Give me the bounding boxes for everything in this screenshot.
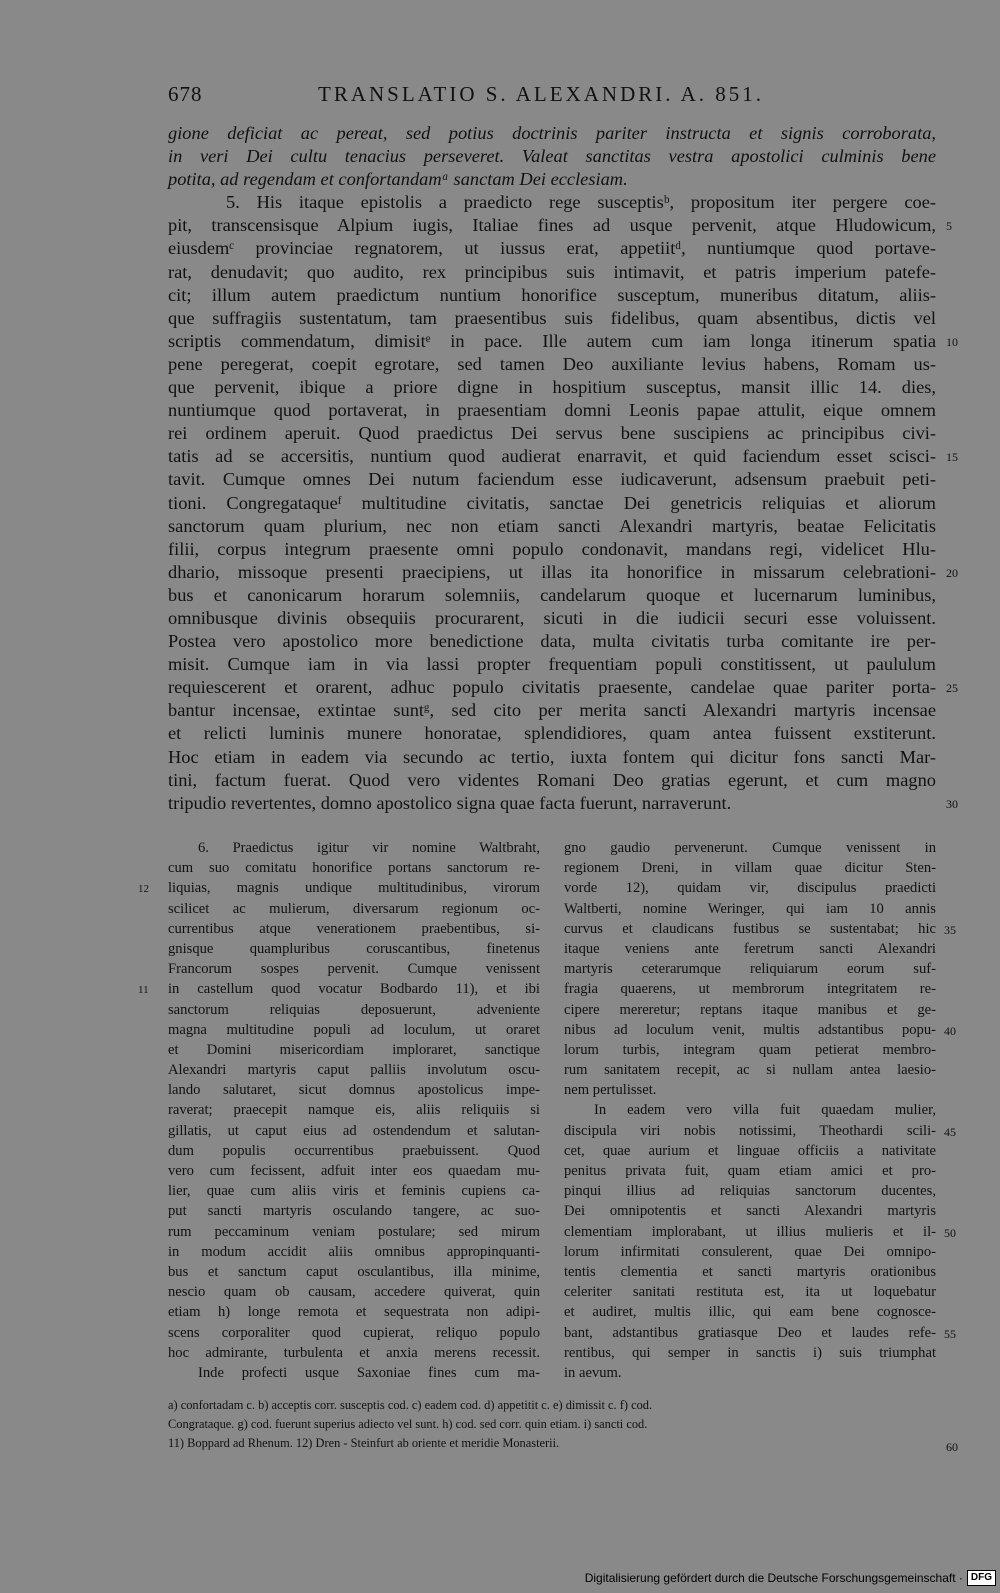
- text-line: [168, 1302, 540, 1322]
- text-line: [564, 1363, 936, 1383]
- text-line: [168, 261, 936, 284]
- text-line: [168, 145, 936, 168]
- line-number: 25: [946, 681, 958, 696]
- text-line: [564, 1282, 936, 1302]
- line-text: martyris ceterarumque reliquiarum eorum suf-: [564, 961, 936, 978]
- text-line: [168, 1363, 540, 1383]
- line-text: Francorum sospes pervenit. Cumque venissent: [168, 961, 540, 978]
- line-text: bus et canonicarum horarum solemniis, candelarum quoque et lucernarum luminibus,: [168, 584, 936, 605]
- line-text: in aevum.: [564, 1364, 622, 1381]
- text-line: [168, 1201, 540, 1221]
- text-line: [168, 1262, 540, 1282]
- text-line: [564, 959, 936, 979]
- text-line: [168, 1161, 540, 1181]
- text-line: [138, 878, 540, 898]
- line-text: pene peregerat, coepit egrotare, sed tamen Deo auxiliante levius habens, Romam us-: [168, 353, 936, 374]
- text-line: [564, 1060, 936, 1080]
- text-line: [168, 1060, 540, 1080]
- footnote-line: Congrataque. g) cod. fuerunt superius adiecto vel sunt. h) cod. sed corr. quin etiam. i) sancti cod.: [168, 1417, 648, 1431]
- line-text: et audiret, multis illic, qui eam bene cognosce-: [564, 1304, 936, 1321]
- text-line: [168, 607, 936, 630]
- line-text: sanctorum quam plurium, nec non etiam sancti Alexandri martyris, beatae Felicitatis: [168, 515, 936, 536]
- text-line: [168, 492, 936, 515]
- line-text: gillatis, ut caput eius ad ostendendum et salutan-: [168, 1122, 540, 1139]
- text-line: [564, 1020, 956, 1040]
- line-text: pit, transcensisque Alpium iugis, Italiae fines ad usque pervenit, atque Hludowicum,: [168, 215, 936, 236]
- text-line: [168, 1100, 540, 1120]
- line-text: tripudio revertentes, domno apostolico signa quae facta fuerunt, narraverunt.: [168, 792, 732, 813]
- text-line: [564, 1242, 936, 1262]
- line-text: dum populis occurrentibus praebuissent. Quod: [168, 1142, 540, 1159]
- text-line: [564, 838, 936, 858]
- text-line: [168, 399, 936, 422]
- line-text: rentibus, qui semper in sanctis i) suis triumphat: [564, 1344, 936, 1361]
- line-text: gnisque quampluribus coruscantibus, finetenus: [168, 940, 540, 957]
- text-line: [168, 746, 936, 769]
- line-number: 45: [944, 1124, 956, 1139]
- line-text: cet, quae aurium et linguae officiis a nativitate: [564, 1142, 936, 1159]
- text-line: [564, 878, 936, 898]
- line-number: 11: [138, 984, 149, 997]
- text-line: [168, 330, 958, 353]
- line-text: cum suo comitatu honorifice portans sanctorum re-: [168, 860, 540, 877]
- text-line: [168, 1242, 540, 1262]
- line-text: scens corporaliter quod cupierat, reliquo populo: [168, 1324, 540, 1341]
- line-text: lando salutaret, sicut domnus apostolicus impe-: [168, 1082, 540, 1099]
- line-text: In eadem vero villa fuit quaedam mulier,: [594, 1102, 936, 1119]
- text-line: [168, 1040, 540, 1060]
- line-text: Hoc etiam in eadem via secundo ac tertio, iuxta fontem qui dicitur fons sancti Mar-: [168, 746, 936, 767]
- line-text: etiam h) longe remota et sequestrata non adipi-: [168, 1304, 540, 1321]
- dfg-logo: DFG: [967, 1570, 996, 1586]
- line-text: gno gaudio pervenerunt. Cumque venissent in: [564, 840, 936, 856]
- line-text: rum peccaminum veniam postulare; sed mirum: [168, 1223, 540, 1240]
- line-text: celeriter sanitati restituta est, ita ut loquebatur: [564, 1284, 936, 1301]
- text-line: [564, 979, 936, 999]
- text-line: [168, 561, 958, 584]
- line-text: Inde profecti usque Saxoniae fines cum ma-: [198, 1364, 540, 1381]
- line-text: potita, ad regendam et confortandamᵃ sanctam Dei ecclesiam.: [168, 169, 628, 190]
- line-text: cipere mereretur; reptans itaque manibus et ge-: [564, 1001, 936, 1018]
- text-line: [168, 584, 936, 607]
- text-line: [564, 919, 956, 939]
- line-text: hoc admirante, turbulenta et anxia merens recessit.: [168, 1344, 540, 1361]
- line-number: 15: [946, 450, 958, 465]
- line-text: pinqui illius ad reliquias sanctorum ducentes,: [564, 1183, 936, 1200]
- line-text: in veri Dei cultu tenacius perseveret. Valeat sanctitas vestra apostolici culminis bene: [168, 146, 936, 167]
- line-text: omnibusque divinis obsequiis procurarent, sicuti in die iudicii securi esse voluissent.: [168, 607, 936, 628]
- text-line: [168, 653, 936, 676]
- line-text: 5. His itaque epistolis a praedicto rege susceptisᵇ, propositum iter pergere coe-: [226, 192, 936, 213]
- line-text: regionem Dreni, in villam quae dicitur Sten-: [564, 860, 936, 877]
- line-text: put sancti martyris osculando tangere, ac suo-: [168, 1203, 540, 1220]
- line-text: rat, denudavit; quo audito, rex principibus suis intimavit, et patris imperium patefe-: [168, 261, 936, 282]
- line-text: bus et sanctum caput osculantibus, illa minime,: [168, 1263, 540, 1280]
- line-text: bantur incensae, extintae suntᵍ, sed cito per merita sancti Alexandri martyris incensae: [168, 700, 936, 721]
- text-line: [168, 1080, 540, 1100]
- text-line: [564, 1323, 956, 1343]
- text-line: [168, 769, 936, 792]
- line-text: nibus ad loculum venit, multis adstantibus popu-: [564, 1021, 936, 1038]
- main-text-block: [168, 122, 958, 815]
- line-text: lorum turbis, integram quam petierat membro-: [564, 1041, 936, 1058]
- line-text: discipula viri nobis notissimi, Theothardi scili-: [564, 1122, 936, 1139]
- line-text: filii, corpus integrum praesente omni populo condonavit, mandans regi, videlicet Hlu-: [168, 538, 936, 559]
- footnote-text: 11) Boppard ad Rhenum. 12) Dren - Steinfurt ab oriente et meridie Monasterii.: [168, 1436, 560, 1450]
- text-line: [564, 1181, 936, 1201]
- text-line: [168, 353, 936, 376]
- line-text: nem pertulisset.: [564, 1082, 657, 1099]
- line-text: tavit. Cumque omnes Dei nutum faciendum esse iudicaverunt, adsensum praebuit peti-: [168, 469, 936, 490]
- text-line: [564, 858, 936, 878]
- text-line: [564, 1141, 936, 1161]
- text-line: [168, 1181, 540, 1201]
- text-line: [168, 445, 958, 468]
- text-line: [564, 1222, 956, 1242]
- line-text: fragia quaerens, ut membrorum integritatem re-: [564, 981, 936, 998]
- text-line: [168, 307, 936, 330]
- text-line: [564, 1080, 936, 1100]
- line-text: nescio quam ob causam, accedere quiverat, quin: [168, 1284, 540, 1301]
- line-text: misit. Cumque iam in via lassi propter frequentiam populi constitissent, ut paululum: [168, 654, 936, 675]
- text-line: [168, 699, 936, 722]
- text-line: [168, 792, 958, 815]
- line-text: Waltberti, nomine Weringer, qui iam 10 annis: [564, 900, 936, 917]
- running-head: [168, 82, 788, 112]
- line-text: que pervenit, ibique a priore digne in hospitium susceptus, mansit illic 14. dies,: [168, 377, 936, 398]
- text-line: [168, 676, 958, 699]
- text-line: [168, 1323, 540, 1343]
- footnote-line: [168, 1434, 958, 1454]
- running-title: TRANSLATIO S. ALEXANDRI. A. 851.: [318, 82, 765, 106]
- digitization-credit: [585, 1569, 996, 1587]
- text-line: [168, 515, 936, 538]
- text-line: [168, 919, 540, 939]
- text-line: [564, 1201, 936, 1221]
- text-line: [168, 284, 936, 307]
- line-text: in castellum quod vocatur Bodbardo 11), et ibi: [168, 981, 540, 998]
- line-text: scilicet ac mulierum, diversarum regionum oc-: [168, 900, 540, 917]
- text-line: [168, 214, 952, 237]
- page-number: 678: [168, 82, 203, 106]
- text-line: [564, 1121, 956, 1141]
- text-line: [168, 191, 936, 214]
- line-text: et relicti luminis munere honoratae, splendidiores, quam antea fuissent exstiterunt.: [168, 723, 936, 744]
- text-line: [168, 838, 540, 858]
- line-text: dhario, missoque presenti praecipiens, ut illas ita honorifice in missarum celebrationi-: [168, 561, 936, 582]
- line-text: nuntiumque quod portaverat, in praesentiam domni Leonis papae attulit, eique omnem: [168, 400, 936, 421]
- line-text: requiescerent et orarent, adhuc populo civitatis praesente, candelae quae pariter porta-: [168, 677, 936, 698]
- text-line: [564, 1343, 936, 1363]
- line-text: itaque veniens ante feretrum sancti Alexandri: [564, 940, 936, 957]
- line-text: cit; illum autem praedictum nuntium honorifice susceptum, muneribus ditatum, aliis-: [168, 284, 936, 305]
- line-text: liquias, magnis undique multitudinibus, virorum: [168, 880, 540, 897]
- line-number: 50: [944, 1225, 956, 1240]
- text-line: [168, 1000, 540, 1020]
- line-text: magna multitudine populi ad loculum, ut oraret: [168, 1021, 540, 1038]
- line-text: Dei omnipotentis et sancti Alexandri martyris: [564, 1203, 936, 1220]
- text-line: [168, 959, 540, 979]
- line-text: vorde 12), quidam vir, discipulus praedicti: [564, 880, 936, 897]
- text-line: [564, 899, 936, 919]
- line-text: bant, adstantibus gratiasque Deo et laudes refe-: [564, 1324, 936, 1341]
- line-text: 6. Praedictus igitur vir nomine Waltbraht,: [198, 840, 540, 856]
- line-text: et Domini misericordiam imploraret, sanctique: [168, 1041, 540, 1058]
- text-line: [168, 122, 936, 145]
- line-text: curvus et claudicans fustibus se sustentabat; hic: [564, 920, 936, 937]
- line-text: tentis clementia et sancti martyris orationibus: [564, 1263, 936, 1280]
- text-line: [564, 939, 936, 959]
- line-text: rum sanitatem recepit, ac si nullam antea laesio-: [564, 1062, 936, 1079]
- line-text: Postea vero apostolico more benedictione data, multa civitatis turba comitante ire per-: [168, 631, 936, 652]
- line-text: eiusdemᶜ provinciae regnatorem, ut iussus erat, appetiitᵈ, nuntiumque quod portave-: [168, 238, 936, 259]
- text-line: [168, 237, 936, 260]
- text-line: [168, 1222, 540, 1242]
- line-number: 12: [138, 883, 149, 896]
- line-number: 30: [946, 796, 958, 811]
- line-text: tatis ad se accersitis, nuntium quod audierat enarravit, et quid faciendum esset scisci-: [168, 446, 936, 467]
- text-line: [168, 1020, 540, 1040]
- text-line: [168, 1121, 540, 1141]
- text-line: [168, 422, 936, 445]
- text-line: [168, 376, 936, 399]
- text-line: [564, 1040, 936, 1060]
- line-text: vero cum fecissent, adfuit inter eos quaedam mu-: [168, 1163, 540, 1179]
- text-line: [168, 1141, 540, 1161]
- line-number: 10: [946, 334, 958, 349]
- right-column: [564, 838, 956, 1383]
- line-text: que suffragiis sustentatum, tam praesentibus suis fidelibus, quam absentibus, dictis vel: [168, 307, 936, 328]
- footnotes: [168, 1396, 958, 1454]
- line-number: 20: [946, 565, 958, 580]
- text-line: [168, 1343, 540, 1363]
- footnote-line: a) confortadam c. b) acceptis corr. susceptis cod. c) eadem cod. d) appetitit c. e) dimissit c. f) cod.: [168, 1398, 653, 1412]
- line-text: currentibus atque venerationem praebentibus, si-: [168, 920, 540, 937]
- line-number: 60: [946, 1440, 958, 1454]
- text-line: [168, 858, 540, 878]
- line-number: 35: [944, 922, 956, 937]
- line-text: tioni. Congregataqueᶠ multitudine civitatis, sanctae Dei genetricis reliquias et aliorum: [168, 492, 936, 513]
- text-line: [168, 468, 936, 491]
- line-text: sanctorum reliquias deposuerunt, adveniente: [168, 1001, 540, 1018]
- text-line: [168, 722, 936, 745]
- text-line: [168, 939, 540, 959]
- text-line: [168, 538, 936, 561]
- text-line: [564, 1262, 936, 1282]
- text-line: [564, 1000, 936, 1020]
- text-line: [138, 979, 540, 999]
- line-text: penitus privata fuit, quam etiam amici et pro-: [564, 1163, 936, 1179]
- line-text: clementiam implorabant, ut illius mulieris et il-: [564, 1223, 936, 1240]
- line-text: scriptis commendatum, dimisitᵉ in pace. Ille autem cum iam longa itinerum spatia: [168, 330, 936, 351]
- text-line: [564, 1302, 936, 1322]
- left-column: [138, 838, 540, 1383]
- line-text: gione deficiat ac pereat, sed potius doctrinis pariter instructa et signis corroborata,: [168, 123, 936, 143]
- line-number: 5: [946, 219, 952, 234]
- credit-text: Digitalisierung gefördert durch die Deutsche Forschungsgemeinschaft ·: [584, 1571, 963, 1585]
- line-text: lorum infirmitati consulerent, quae Dei omnipo-: [564, 1243, 936, 1260]
- line-text: rei ordinem aperuit. Quod praedictus Dei servus bene suscipiens ac principibus civi-: [168, 423, 936, 444]
- line-text: raverat; praecepit namque eis, aliis reliquiis si: [168, 1102, 540, 1119]
- text-line: [168, 1282, 540, 1302]
- line-text: in modum accidit aliis omnibus appropinquanti-: [168, 1243, 540, 1260]
- text-line: [168, 168, 936, 191]
- text-line: [168, 899, 540, 919]
- text-line: [564, 1161, 936, 1181]
- line-text: Alexandri martyris caput palliis involutum oscu-: [168, 1062, 540, 1079]
- line-number: 55: [944, 1326, 956, 1341]
- line-number: 40: [944, 1023, 956, 1038]
- text-line: [168, 630, 936, 653]
- line-text: lier, quae cum aliis viris et feminis cupiens ca-: [168, 1183, 540, 1200]
- line-text: tini, factum fuerat. Quod vero videntes Romani Deo gratias egerunt, et cum magno: [168, 769, 936, 790]
- text-line: [564, 1100, 936, 1120]
